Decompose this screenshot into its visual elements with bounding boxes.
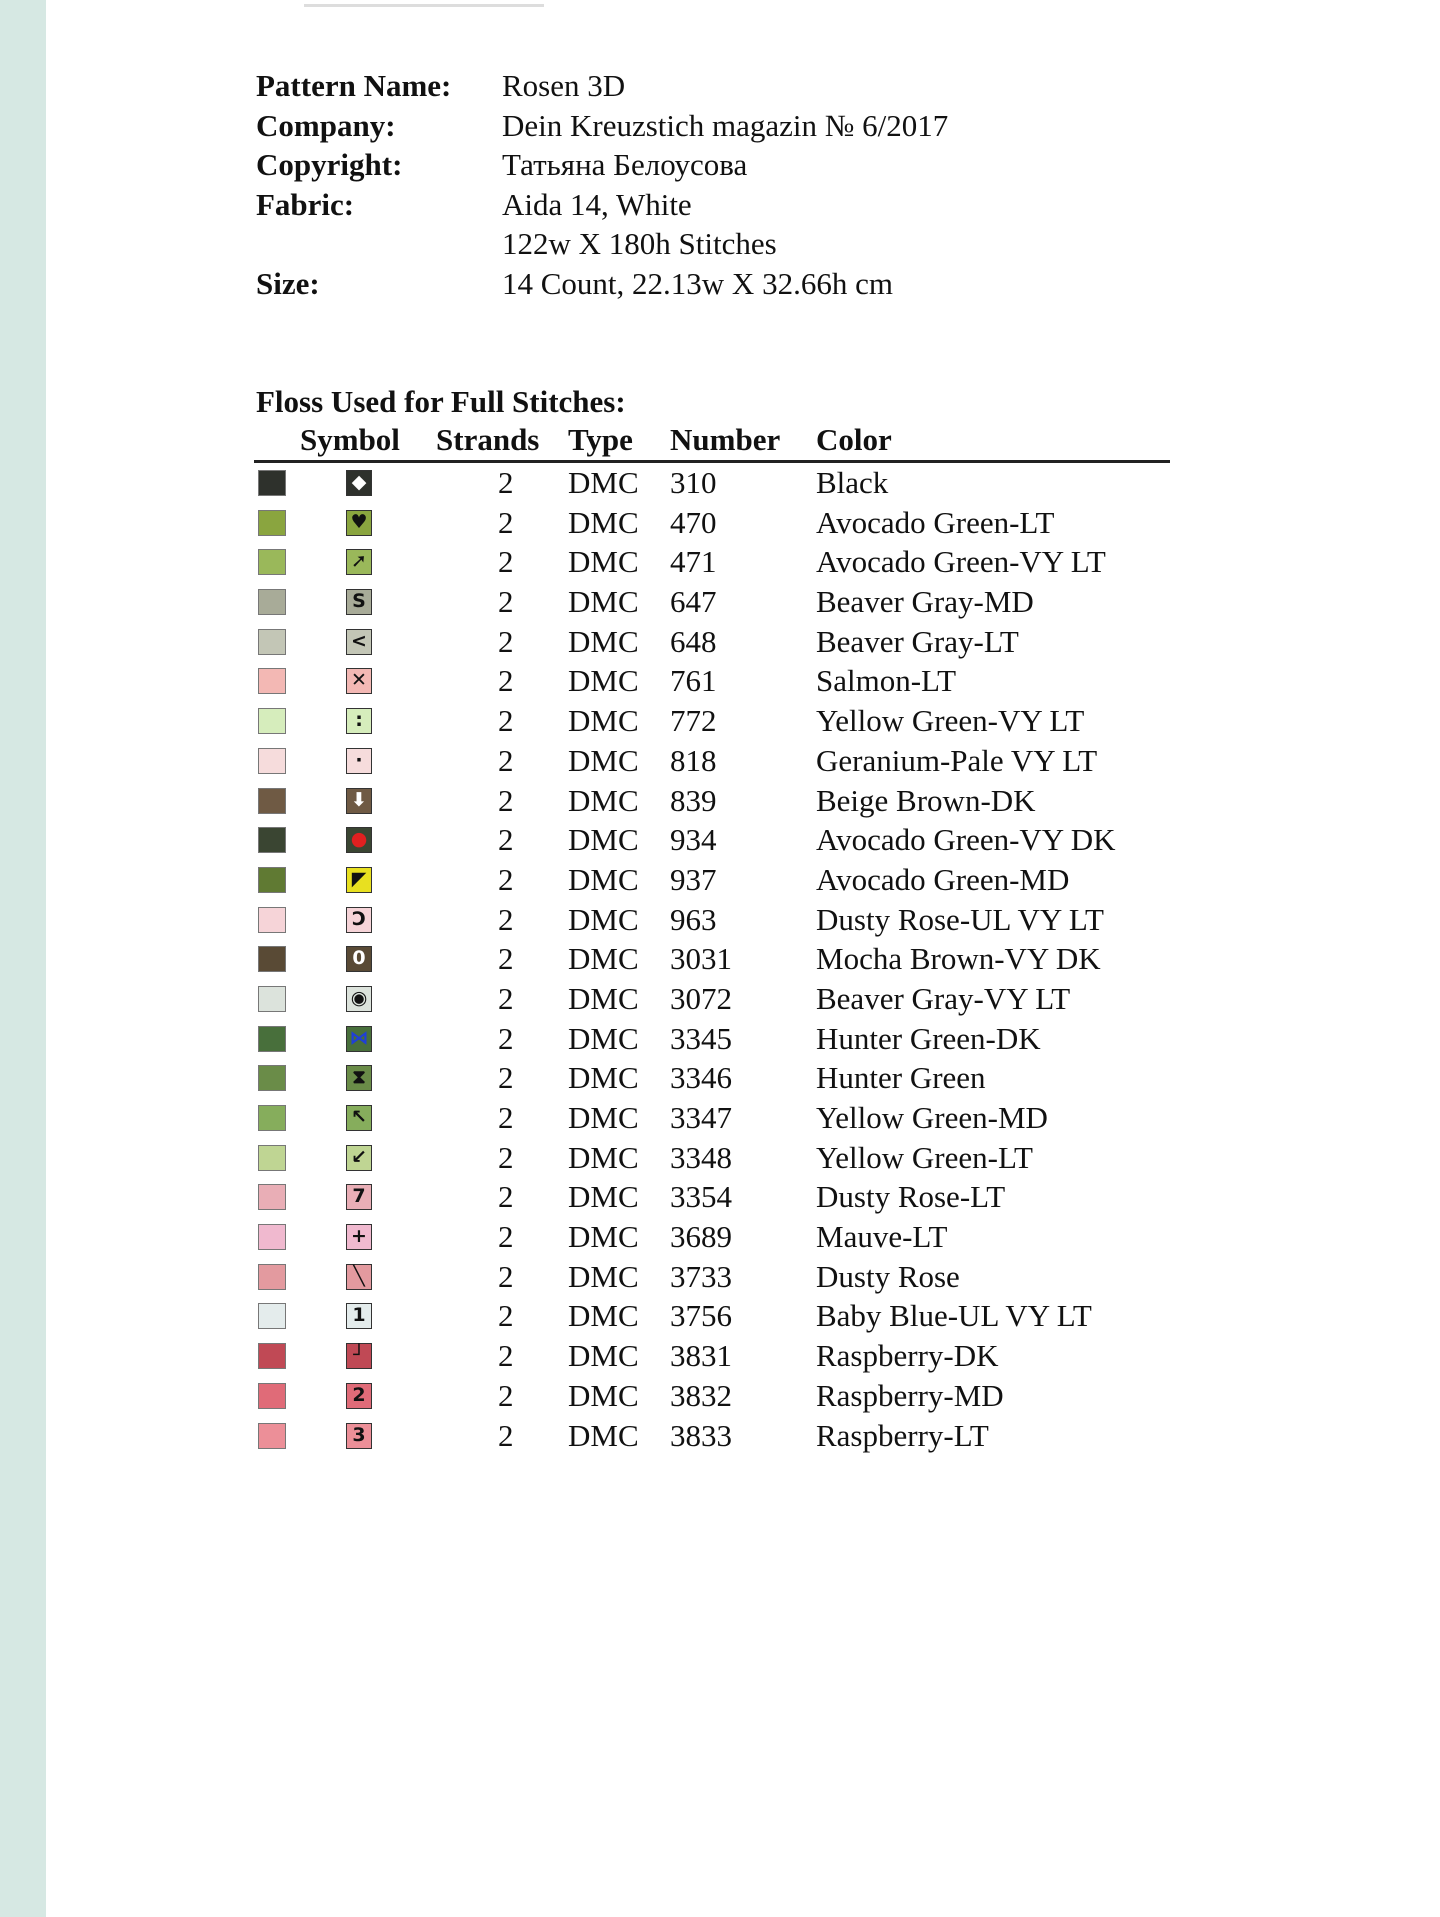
table-row xyxy=(254,1138,1170,1178)
number-value: 3831 xyxy=(670,1338,732,1374)
color-swatch xyxy=(258,1264,286,1290)
color-swatch xyxy=(258,549,286,575)
table-row xyxy=(254,1296,1170,1336)
stitch-symbol-icon: 2 xyxy=(346,1383,372,1409)
type-value: DMC xyxy=(568,504,639,540)
info-row-pattern-name xyxy=(256,66,948,106)
table-row xyxy=(254,582,1170,622)
header-color: Color xyxy=(816,422,892,457)
stitch-symbol-icon: · xyxy=(346,748,372,774)
stitch-symbol-icon: : xyxy=(346,708,372,734)
number-value: 3832 xyxy=(670,1377,732,1413)
number-value: 3031 xyxy=(670,941,732,977)
table-row xyxy=(254,463,1170,503)
color-swatch xyxy=(258,510,286,536)
color-name: Beige Brown-DK xyxy=(816,782,1036,818)
type-value: DMC xyxy=(568,1060,639,1096)
info-value: Татьяна Белоусова xyxy=(502,147,748,183)
table-row xyxy=(254,503,1170,543)
color-name: Raspberry-LT xyxy=(816,1417,989,1453)
cut-off-heading xyxy=(304,0,544,7)
strands-value: 2 xyxy=(498,1219,514,1255)
strands-value: 2 xyxy=(498,822,514,858)
table-row xyxy=(254,860,1170,900)
table-row xyxy=(254,1019,1170,1059)
type-value: DMC xyxy=(568,544,639,580)
info-row-copyright xyxy=(256,145,948,185)
type-value: DMC xyxy=(568,584,639,620)
type-value: DMC xyxy=(568,1179,639,1215)
info-value: Rosen 3D xyxy=(502,68,626,103)
color-name: Yellow Green-MD xyxy=(816,1100,1048,1135)
strands-value: 2 xyxy=(498,1417,514,1453)
stitch-symbol-icon: ┘ xyxy=(346,1343,372,1369)
color-name: Avocado Green-LT xyxy=(816,504,1055,540)
stitch-symbol-icon: ➚ xyxy=(346,549,372,575)
stitch-symbol-icon: + xyxy=(346,1224,372,1250)
color-swatch xyxy=(258,1026,286,1052)
stitch-symbol-icon: 0 xyxy=(346,946,372,972)
number-value: 3833 xyxy=(670,1417,732,1453)
table-row xyxy=(254,661,1170,701)
type-value: DMC xyxy=(568,1219,639,1255)
stitch-symbol-icon: < xyxy=(346,629,372,655)
strands-value: 2 xyxy=(498,1020,514,1056)
stitch-symbol-icon: ⋈ xyxy=(346,1026,372,1052)
color-swatch xyxy=(258,986,286,1012)
color-swatch xyxy=(258,946,286,972)
stitch-symbol-icon: ↙ xyxy=(346,1145,372,1171)
color-name: Black xyxy=(816,465,889,500)
stitch-symbol-icon: ⧗ xyxy=(346,1065,372,1091)
color-swatch xyxy=(258,470,286,496)
stitch-symbol-icon: ◉ xyxy=(346,986,372,1012)
type-value: DMC xyxy=(568,980,639,1016)
type-value: DMC xyxy=(568,782,639,818)
color-name: Mocha Brown-VY DK xyxy=(816,941,1101,977)
color-swatch xyxy=(258,788,286,814)
strands-value: 2 xyxy=(498,1298,514,1334)
table-row xyxy=(254,1416,1170,1456)
type-value: DMC xyxy=(568,742,639,778)
color-swatch xyxy=(258,1423,286,1449)
color-swatch xyxy=(258,867,286,893)
table-row xyxy=(254,1177,1170,1217)
color-swatch xyxy=(258,1184,286,1210)
table-row xyxy=(254,939,1170,979)
number-value: 3345 xyxy=(670,1020,732,1056)
header-strands: Strands xyxy=(436,422,540,457)
color-swatch xyxy=(258,1383,286,1409)
strands-value: 2 xyxy=(498,861,514,897)
header-symbol: Symbol xyxy=(300,422,400,457)
strands-value: 2 xyxy=(498,544,514,580)
strands-value: 2 xyxy=(498,980,514,1016)
color-swatch xyxy=(258,589,286,615)
floss-table xyxy=(254,422,1170,1455)
strands-value: 2 xyxy=(498,901,514,937)
info-row-stitches xyxy=(256,224,948,264)
strands-value: 2 xyxy=(498,1060,514,1096)
color-name: Yellow Green-LT xyxy=(816,1139,1033,1175)
color-swatch xyxy=(258,1224,286,1250)
strands-value: 2 xyxy=(498,1338,514,1374)
info-label: Copyright: xyxy=(256,147,403,183)
color-name: Raspberry-MD xyxy=(816,1377,1004,1413)
stitch-symbol-icon: ↖ xyxy=(346,1105,372,1131)
type-value: DMC xyxy=(568,1338,639,1374)
type-value: DMC xyxy=(568,1020,639,1056)
left-margin-strip xyxy=(0,0,46,1917)
type-value: DMC xyxy=(568,861,639,897)
color-swatch xyxy=(258,907,286,933)
type-value: DMC xyxy=(568,465,639,500)
number-value: 839 xyxy=(670,782,717,818)
number-value: 3072 xyxy=(670,980,732,1016)
info-row-size xyxy=(256,264,948,304)
strands-value: 2 xyxy=(498,1179,514,1215)
number-value: 934 xyxy=(670,822,717,858)
number-value: 647 xyxy=(670,584,717,620)
table-row xyxy=(254,741,1170,781)
stitch-symbol-icon: 7 xyxy=(346,1184,372,1210)
type-value: DMC xyxy=(568,623,639,659)
table-row xyxy=(254,1098,1170,1138)
strands-value: 2 xyxy=(498,1100,514,1135)
number-value: 470 xyxy=(670,504,717,540)
color-name: Beaver Gray-MD xyxy=(816,584,1034,620)
info-value: Aida 14, White xyxy=(502,186,692,222)
info-row-fabric xyxy=(256,185,948,225)
strands-value: 2 xyxy=(498,941,514,977)
number-value: 648 xyxy=(670,623,717,659)
table-row xyxy=(254,622,1170,662)
table-row xyxy=(254,979,1170,1019)
number-value: 3346 xyxy=(670,1060,732,1096)
number-value: 818 xyxy=(670,742,717,778)
info-value: 14 Count, 22.13w X 32.66h cm xyxy=(502,265,893,301)
info-label: Company: xyxy=(256,107,396,143)
color-name: Hunter Green-DK xyxy=(816,1020,1041,1056)
color-name: Geranium-Pale VY LT xyxy=(816,742,1098,778)
number-value: 772 xyxy=(670,703,717,739)
color-name: Hunter Green xyxy=(816,1060,986,1096)
color-name: Beaver Gray-LT xyxy=(816,623,1019,659)
number-value: 963 xyxy=(670,901,717,937)
stitch-symbol-icon: ● xyxy=(346,827,372,853)
color-name: Mauve-LT xyxy=(816,1219,948,1255)
type-value: DMC xyxy=(568,1139,639,1175)
stitch-symbol-icon: Ↄ xyxy=(346,907,372,933)
type-value: DMC xyxy=(568,703,639,739)
strands-value: 2 xyxy=(498,1258,514,1294)
info-label: Fabric: xyxy=(256,186,355,222)
color-swatch xyxy=(258,827,286,853)
color-name: Beaver Gray-VY LT xyxy=(816,980,1071,1016)
table-row xyxy=(254,1257,1170,1297)
number-value: 3354 xyxy=(670,1179,732,1215)
floss-title: Floss Used for Full Stitches: xyxy=(256,384,626,419)
color-swatch xyxy=(258,1343,286,1369)
color-swatch xyxy=(258,1105,286,1131)
info-row-company xyxy=(256,106,948,146)
info-label xyxy=(256,224,502,264)
table-row xyxy=(254,1336,1170,1376)
stitch-symbol-icon: 1 xyxy=(346,1303,372,1329)
stitch-symbol-icon: ◆ xyxy=(346,470,372,496)
type-value: DMC xyxy=(568,1100,639,1135)
type-value: DMC xyxy=(568,822,639,858)
strands-value: 2 xyxy=(498,663,514,699)
color-name: Avocado Green-VY DK xyxy=(816,822,1116,858)
color-swatch xyxy=(258,1145,286,1171)
color-swatch xyxy=(258,1065,286,1091)
number-value: 3347 xyxy=(670,1100,732,1135)
strands-value: 2 xyxy=(498,1139,514,1175)
number-value: 761 xyxy=(670,663,717,699)
color-swatch xyxy=(258,668,286,694)
number-value: 937 xyxy=(670,861,717,897)
stitch-symbol-icon: ♥ xyxy=(346,510,372,536)
info-label: Size: xyxy=(256,265,320,301)
type-value: DMC xyxy=(568,1377,639,1413)
type-value: DMC xyxy=(568,901,639,937)
stitch-symbol-icon: ✕ xyxy=(346,668,372,694)
header-number: Number xyxy=(670,422,781,457)
floss-table-header xyxy=(254,422,1170,463)
table-row xyxy=(254,820,1170,860)
table-row xyxy=(254,542,1170,582)
type-value: DMC xyxy=(568,1298,639,1334)
strands-value: 2 xyxy=(498,1377,514,1413)
color-swatch xyxy=(258,748,286,774)
number-value: 3348 xyxy=(670,1139,732,1175)
color-name: Dusty Rose-LT xyxy=(816,1179,1006,1215)
strands-value: 2 xyxy=(498,504,514,540)
color-name: Dusty Rose xyxy=(816,1258,960,1294)
number-value: 471 xyxy=(670,544,717,580)
info-label: Pattern Name: xyxy=(256,68,452,103)
strands-value: 2 xyxy=(498,623,514,659)
color-name: Avocado Green-VY LT xyxy=(816,544,1106,580)
table-row xyxy=(254,1376,1170,1416)
stitch-symbol-icon: S xyxy=(346,589,372,615)
strands-value: 2 xyxy=(498,703,514,739)
color-name: Raspberry-DK xyxy=(816,1338,999,1374)
color-name: Dusty Rose-UL VY LT xyxy=(816,901,1104,937)
strands-value: 2 xyxy=(498,742,514,778)
number-value: 3733 xyxy=(670,1258,732,1294)
strands-value: 2 xyxy=(498,465,514,500)
color-swatch xyxy=(258,1303,286,1329)
floss-rows xyxy=(254,463,1170,1455)
color-swatch xyxy=(258,708,286,734)
info-value: 122w X 180h Stitches xyxy=(502,226,777,262)
color-name: Avocado Green-MD xyxy=(816,861,1070,897)
stitch-symbol-icon: 3 xyxy=(346,1423,372,1449)
table-row xyxy=(254,1058,1170,1098)
strands-value: 2 xyxy=(498,584,514,620)
number-value: 310 xyxy=(670,465,717,500)
type-value: DMC xyxy=(568,941,639,977)
pattern-info xyxy=(256,66,948,304)
color-name: Baby Blue-UL VY LT xyxy=(816,1298,1092,1334)
strands-value: 2 xyxy=(498,782,514,818)
info-value: Dein Kreuzstich magazin № 6/2017 xyxy=(502,107,949,143)
color-swatch xyxy=(258,629,286,655)
table-row xyxy=(254,781,1170,821)
type-value: DMC xyxy=(568,1417,639,1453)
stitch-symbol-icon: ◤ xyxy=(346,867,372,893)
stitch-symbol-icon: ⬇ xyxy=(346,788,372,814)
color-name: Salmon-LT xyxy=(816,663,957,699)
header-type: Type xyxy=(568,422,633,457)
number-value: 3756 xyxy=(670,1298,732,1334)
type-value: DMC xyxy=(568,1258,639,1294)
table-row xyxy=(254,701,1170,741)
color-name: Yellow Green-VY LT xyxy=(816,703,1085,739)
stitch-symbol-icon: ╲ xyxy=(346,1264,372,1290)
table-row xyxy=(254,900,1170,940)
number-value: 3689 xyxy=(670,1219,732,1255)
type-value: DMC xyxy=(568,663,639,699)
table-row xyxy=(254,1217,1170,1257)
